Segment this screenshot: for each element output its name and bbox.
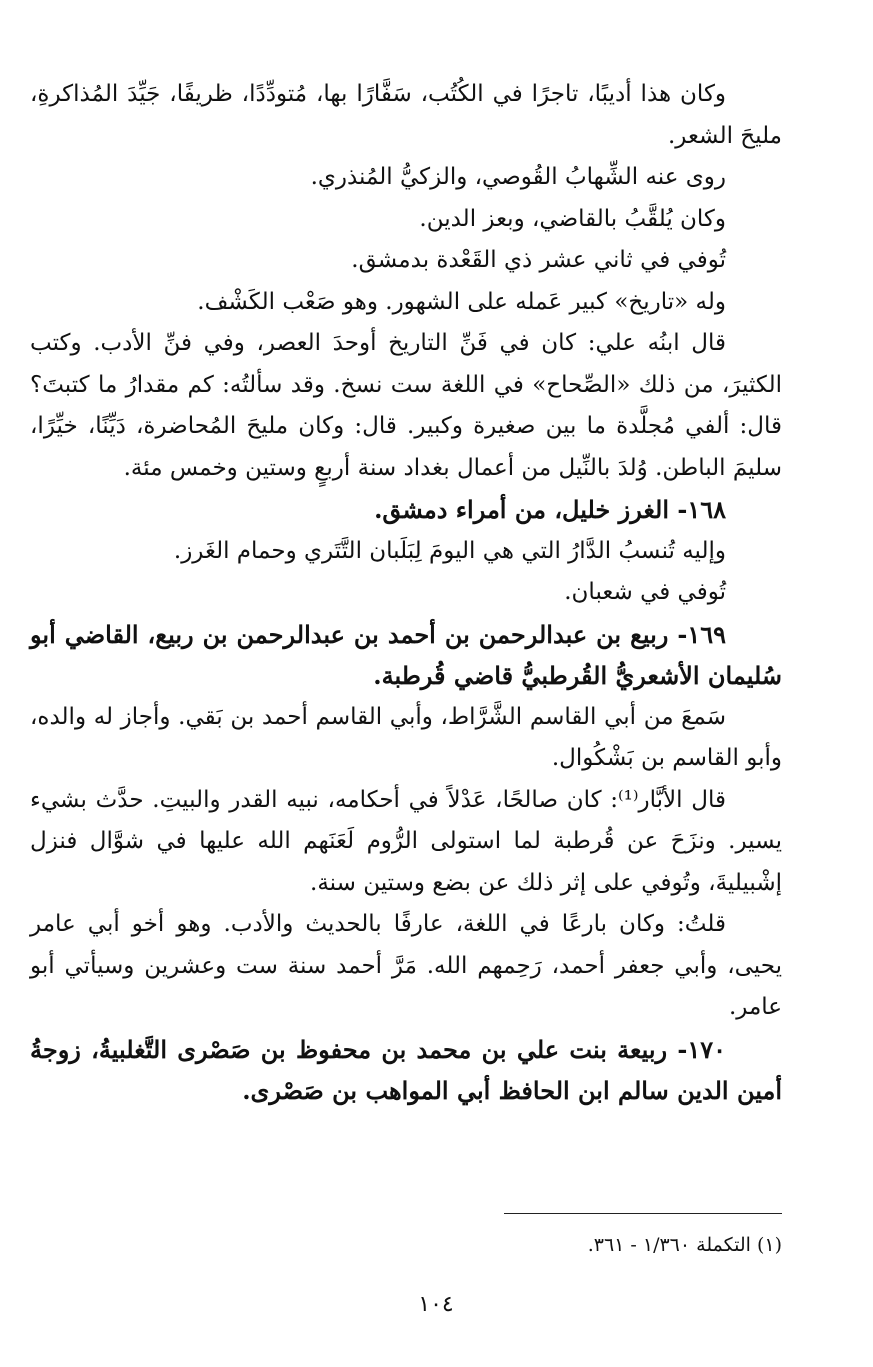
footnote: (١) التكملة ١/٣٦٠ - ٣٦١. xyxy=(587,1234,782,1256)
page-number: ١٠٤ xyxy=(418,1292,454,1317)
footnote-divider xyxy=(504,1213,782,1214)
paragraph: وكان هذا أديبًا، تاجرًا في الكُتُب، سَفَّارًا بها، مُتودِّدًا، ظريفًا، جَيِّدَ المُذاكرةِ، مليحَ الشعر. xyxy=(30,81,782,149)
entry-heading-169: ١٦٩- ربيع بن عبدالرحمن بن أحمد بن عبدالرحمن بن ربيع، القاضي أبو سُليمان الأشعريُّ القُرطبيُّ قاضي قُرطبة. xyxy=(30,619,782,690)
paragraph: قال الأبَّار⁽¹⁾: كان صالحًا، عَدْلاً في أحكامه، نبيه القدر والبيتِ. حدَّث بشيء يسير. ونزَحَ عن قُرطبة لما استولى الرُّوم لَعَنَهم الله عليها في شوَّال فنزل إشْبيليةَ، وتُوفي على إثر ذلك عن بضع وستين سنة. xyxy=(30,786,782,896)
paragraph: وإليه تُنسبُ الدَّارُ التي هي اليومَ لِبَلَبان التَّتَري وحمام الغَرز. xyxy=(173,537,726,564)
paragraph: تُوفي في ثاني عشر ذي القَعْدة بدمشق. xyxy=(351,247,726,273)
paragraph: قال ابنُه علي: كان في فَنِّ التاريخ أوحدَ العصر، وفي فنِّ الأدب. وكتب الكثيرَ، من ذلك «الصِّحاح» في اللغة ست نسخ. وقد سألتُه: كم مقدارُ ما كتبتَ؟ قال: ألفي مُجلَّدة ما بين صغيرة وكبير. قال: وكان مليحَ المُحاضرة، دَيِّنًا، خيِّرًا، سليمَ الباطن. وُلدَ بالنِّيل من أعمال بغداد سنة أربعٍ وستين وخمس مئة. xyxy=(30,330,782,481)
page-body xyxy=(30,74,782,1112)
paragraph: وله «تاريخ» كبير عَمله على الشهور. وهو صَعْب الكَشْف. xyxy=(197,288,726,315)
paragraph: تُوفي في شعبان. xyxy=(564,579,726,605)
paragraph: روى عنه الشِّهابُ القُوصي، والزكيُّ المُنذري. xyxy=(310,164,726,190)
entry-heading-168: ١٦٨- الغرز خليل، من أمراء دمشق. xyxy=(374,495,726,524)
entry-heading-170: ١٧٠- ربيعة بنت علي بن محمد بن محفوظ بن صَصْرى التَّغلبيةُ، زوجةُ أمين الدين سالم ابن الحافظ أبي المواهب بن صَصْرى. xyxy=(30,1034,782,1105)
paragraph: قلتُ: وكان بارعًا في اللغة، عارفًا بالحديث والأدب. وهو أخو أبي عامر يحيى، وأبي جعفر أحمد، رَحِمهم الله. مَرَّ أحمد سنة ست وعشرين وسيأتي أبو عامر. xyxy=(30,911,782,1020)
paragraph: وكان يُلقَّبُ بالقاضي، وبعز الدين. xyxy=(419,205,726,232)
paragraph: سَمعَ من أبي القاسم الشَّرَّاط، وأبي القاسم أحمد بن بَقي. وأجاز له والده، وأبو القاسم بن بَشْكُوال. xyxy=(30,703,782,771)
